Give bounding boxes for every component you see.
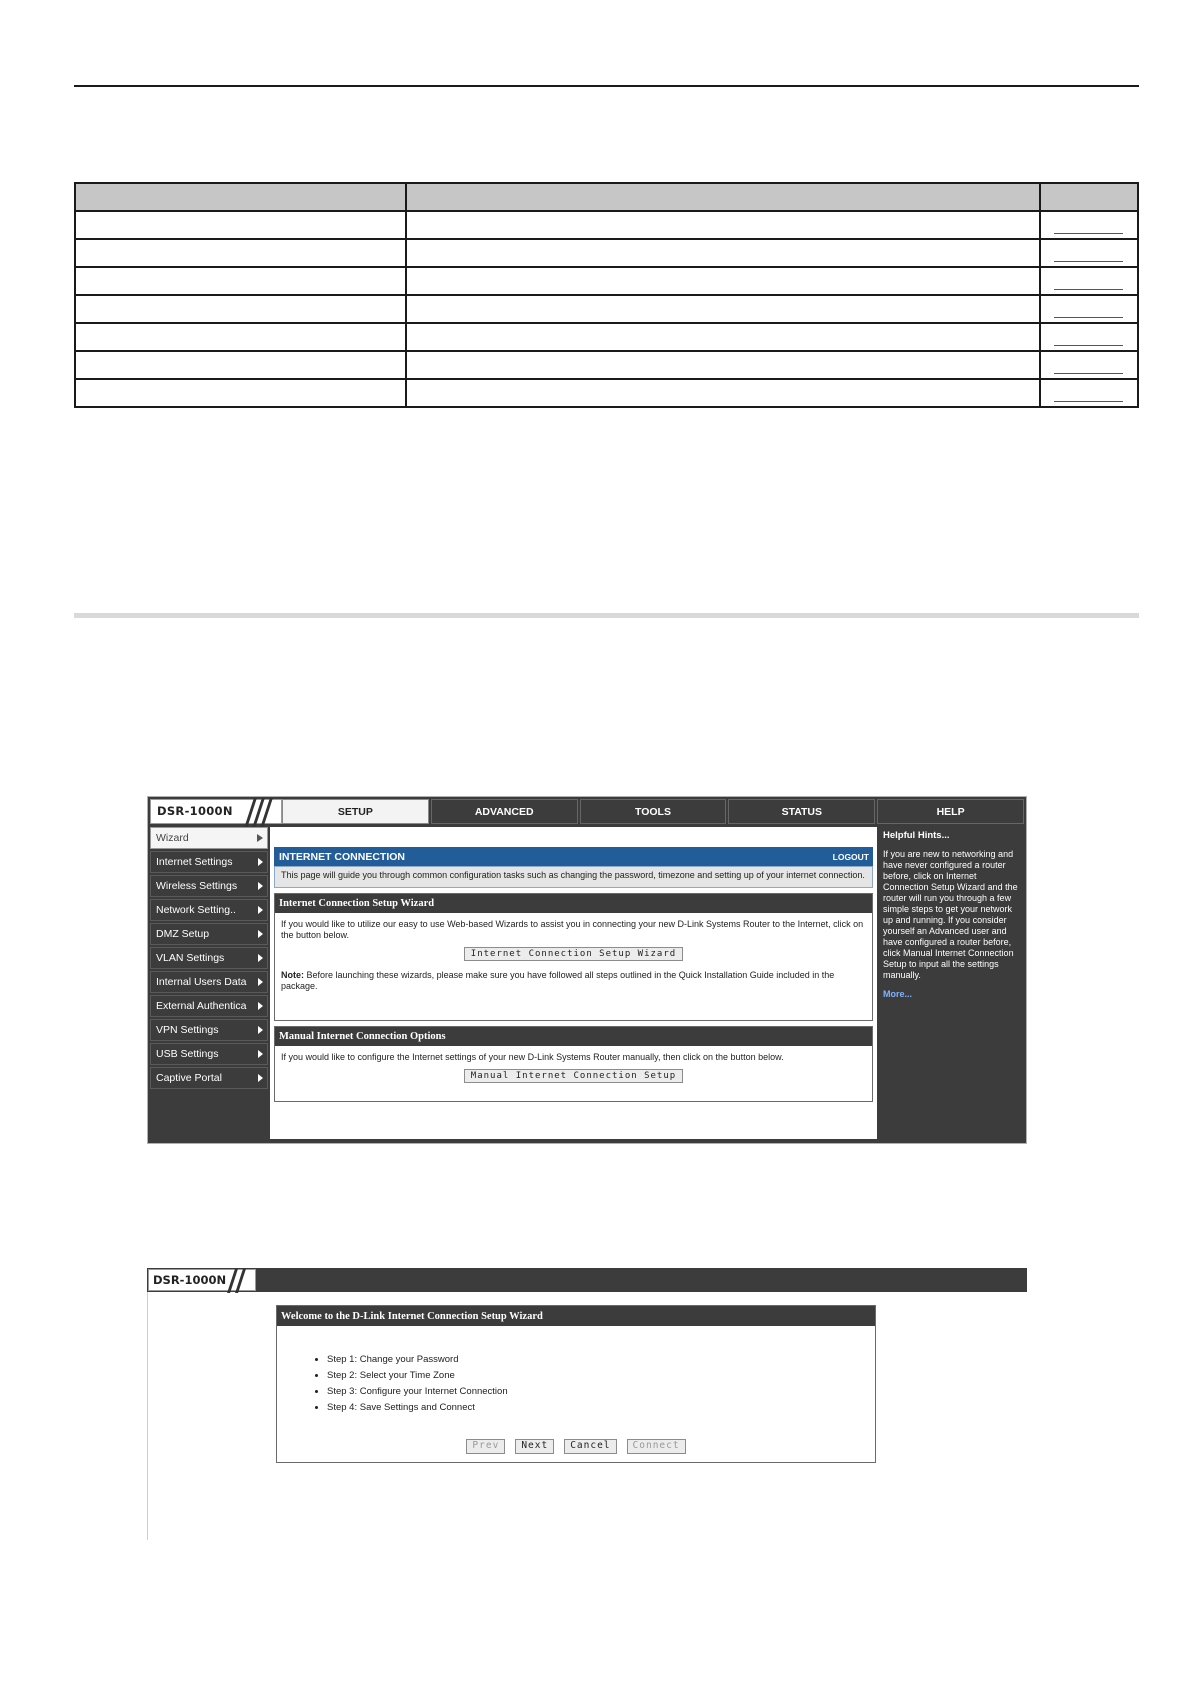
table-link-cell[interactable]	[1040, 379, 1138, 407]
table-link-cell[interactable]	[1040, 351, 1138, 379]
table-cell	[406, 351, 1041, 379]
sidebar-item-external-authentication[interactable]	[150, 995, 268, 1017]
sidebar-item-label: USB Settings	[156, 1048, 219, 1060]
wizard-step: • Step 2: Select your Time Zone	[327, 1368, 875, 1384]
table-header-cell	[1040, 183, 1138, 211]
section-title: Internet Connection Setup Wizard	[275, 894, 872, 913]
connection-wizard-button[interactable]: Internet Connection Setup Wizard	[464, 947, 683, 961]
table-cell	[75, 267, 406, 295]
sidebar-item-label: DMZ Setup	[156, 928, 210, 940]
sidebar-item-label: VPN Settings	[156, 1024, 219, 1036]
table-cell	[75, 211, 406, 239]
sidebar-item-network-settings[interactable]	[150, 899, 268, 921]
note-label: Note:	[281, 970, 304, 980]
frame-edge	[147, 1292, 148, 1540]
arrow-right-icon	[258, 882, 263, 890]
tab-help[interactable]: HELP	[877, 799, 1024, 824]
arrow-right-icon	[258, 1074, 263, 1082]
table-link-cell[interactable]	[1040, 295, 1138, 323]
arrow-right-icon	[257, 834, 263, 842]
next-button[interactable]: Next	[515, 1439, 554, 1454]
router-wizard-screenshot	[147, 1268, 1027, 1540]
wizard-buttons	[277, 1439, 875, 1454]
manual-setup-button[interactable]: Manual Internet Connection Setup	[464, 1069, 683, 1083]
main-content	[270, 827, 877, 1139]
arrow-right-icon	[258, 906, 263, 914]
table-link-cell[interactable]	[1040, 211, 1138, 239]
section-divider	[74, 613, 1139, 618]
table-cell	[406, 239, 1041, 267]
tab-advanced[interactable]: ADVANCED	[431, 799, 578, 824]
sidebar-item-vpn-settings[interactable]	[150, 1019, 268, 1041]
wizard-step: • Step 3: Configure your Internet Connection	[327, 1384, 875, 1400]
cancel-button[interactable]: Cancel	[564, 1439, 616, 1454]
sidebar-item-label: Network Setting..	[156, 904, 236, 916]
section-title: Manual Internet Connection Options	[275, 1027, 872, 1046]
table-cell	[75, 295, 406, 323]
manual-section	[274, 1026, 873, 1102]
section-text: If you would like to configure the Internet settings of your new D-Link Systems Router manually, then click on the button below.	[281, 1052, 784, 1062]
table-row	[75, 267, 1138, 295]
more-link[interactable]: More...	[883, 989, 913, 999]
page-link[interactable]	[1054, 345, 1123, 346]
sidebar-item-label: Internal Users Data	[156, 976, 247, 988]
table-cell	[406, 267, 1041, 295]
table-row	[75, 323, 1138, 351]
page-title: INTERNET CONNECTION	[279, 850, 405, 863]
sidebar	[150, 827, 268, 1091]
table-row	[75, 211, 1138, 239]
brand-logo: DSR-1000N	[153, 1273, 227, 1287]
table-row	[75, 295, 1138, 323]
section-text: If you would like to utilize our easy to use Web-based Wizards to assist you in connecting your new D-Link Systems Router to the Internet, click on the button below.	[281, 919, 864, 940]
top-rule	[74, 85, 1139, 87]
tab-tools[interactable]: TOOLS	[580, 799, 727, 824]
wizard-note	[281, 970, 866, 992]
wizard-section	[274, 893, 873, 1021]
arrow-right-icon	[258, 858, 263, 866]
help-text: If you are new to networking and have never configured a router before, click on Internet Connection Setup Wizard and the router will run you through a few simple steps to get your network up and running. If you consider yourself an Advanced user and have configured a router before, click Manual Internet Connection Setup to input all the settings manually.	[883, 849, 1018, 980]
table-row	[75, 351, 1138, 379]
sidebar-item-captive-portal[interactable]	[150, 1067, 268, 1089]
page-link[interactable]	[1054, 289, 1123, 290]
sidebar-item-label: Wireless Settings	[156, 880, 238, 892]
help-title: Helpful Hints...	[883, 830, 950, 841]
tab-setup[interactable]: SETUP	[282, 799, 429, 824]
sidebar-item-label: External Authentica	[156, 1000, 247, 1012]
note-text: Before launching these wizards, please make sure you have followed all steps outlined in the Quick Installation Guide included in the package.	[281, 970, 835, 991]
sidebar-item-usb-settings[interactable]	[150, 1043, 268, 1065]
sidebar-item-internet-settings[interactable]	[150, 851, 268, 873]
page-link[interactable]	[1054, 373, 1123, 374]
page-link[interactable]	[1054, 261, 1123, 262]
wizard-step: • Step 4: Save Settings and Connect	[327, 1400, 875, 1416]
wizard-steps-list	[327, 1352, 875, 1416]
page-link[interactable]	[1054, 401, 1123, 402]
table-link-cell[interactable]	[1040, 267, 1138, 295]
table-cell	[75, 379, 406, 407]
tab-status[interactable]: STATUS	[728, 799, 875, 824]
arrow-right-icon	[258, 1002, 263, 1010]
page-description: This page will guide you through common configuration tasks such as changing the password, timezone and setting up of your internet connection.	[274, 866, 873, 888]
table-row	[75, 379, 1138, 407]
table-link-cell[interactable]	[1040, 239, 1138, 267]
sidebar-item-label: VLAN Settings	[156, 952, 225, 964]
brand-logo: DSR-1000N	[157, 804, 233, 818]
table-header-row	[75, 183, 1138, 211]
brand-box	[148, 1269, 256, 1291]
table-cell	[406, 379, 1041, 407]
sidebar-item-internal-users-data[interactable]	[150, 971, 268, 993]
arrow-right-icon	[258, 954, 263, 962]
wizard-step: • Step 1: Change your Password	[327, 1352, 875, 1368]
router-setup-screenshot	[147, 796, 1027, 1144]
sidebar-item-label: Wizard	[156, 832, 189, 844]
table-cell	[406, 323, 1041, 351]
help-panel	[879, 827, 1024, 1139]
table-cell	[75, 351, 406, 379]
sidebar-item-label: Captive Portal	[156, 1072, 222, 1084]
table-cell	[75, 239, 406, 267]
table-header-cell	[406, 183, 1041, 211]
internet-connection-header	[274, 847, 873, 866]
arrow-right-icon	[258, 1026, 263, 1034]
logout-link[interactable]: LOGOUT	[832, 852, 869, 862]
connect-button[interactable]: Connect	[627, 1439, 686, 1454]
sidebar-item-wireless-settings[interactable]	[150, 875, 268, 897]
page-link[interactable]	[1054, 317, 1123, 318]
top-nav-tabs	[280, 799, 1024, 824]
arrow-right-icon	[258, 978, 263, 986]
arrow-right-icon	[258, 1050, 263, 1058]
table-cell	[406, 295, 1041, 323]
brand-box	[150, 799, 282, 824]
table-row	[75, 239, 1138, 267]
table-header-cell	[75, 183, 406, 211]
table-link-cell[interactable]	[1040, 323, 1138, 351]
document-table	[74, 182, 1139, 408]
table-cell	[75, 323, 406, 351]
sidebar-item-vlan-settings[interactable]	[150, 947, 268, 969]
setup-wizard-dialog	[276, 1305, 876, 1463]
prev-button[interactable]: Prev	[466, 1439, 505, 1454]
table-cell	[406, 211, 1041, 239]
sidebar-item-dmz-setup[interactable]	[150, 923, 268, 945]
top-bar	[147, 1268, 1027, 1292]
arrow-right-icon	[258, 930, 263, 938]
sidebar-item-label: Internet Settings	[156, 856, 233, 868]
page-link[interactable]	[1054, 233, 1123, 234]
wizard-title: Welcome to the D-Link Internet Connection Setup Wizard	[277, 1306, 875, 1326]
sidebar-item-wizard[interactable]	[150, 827, 268, 849]
